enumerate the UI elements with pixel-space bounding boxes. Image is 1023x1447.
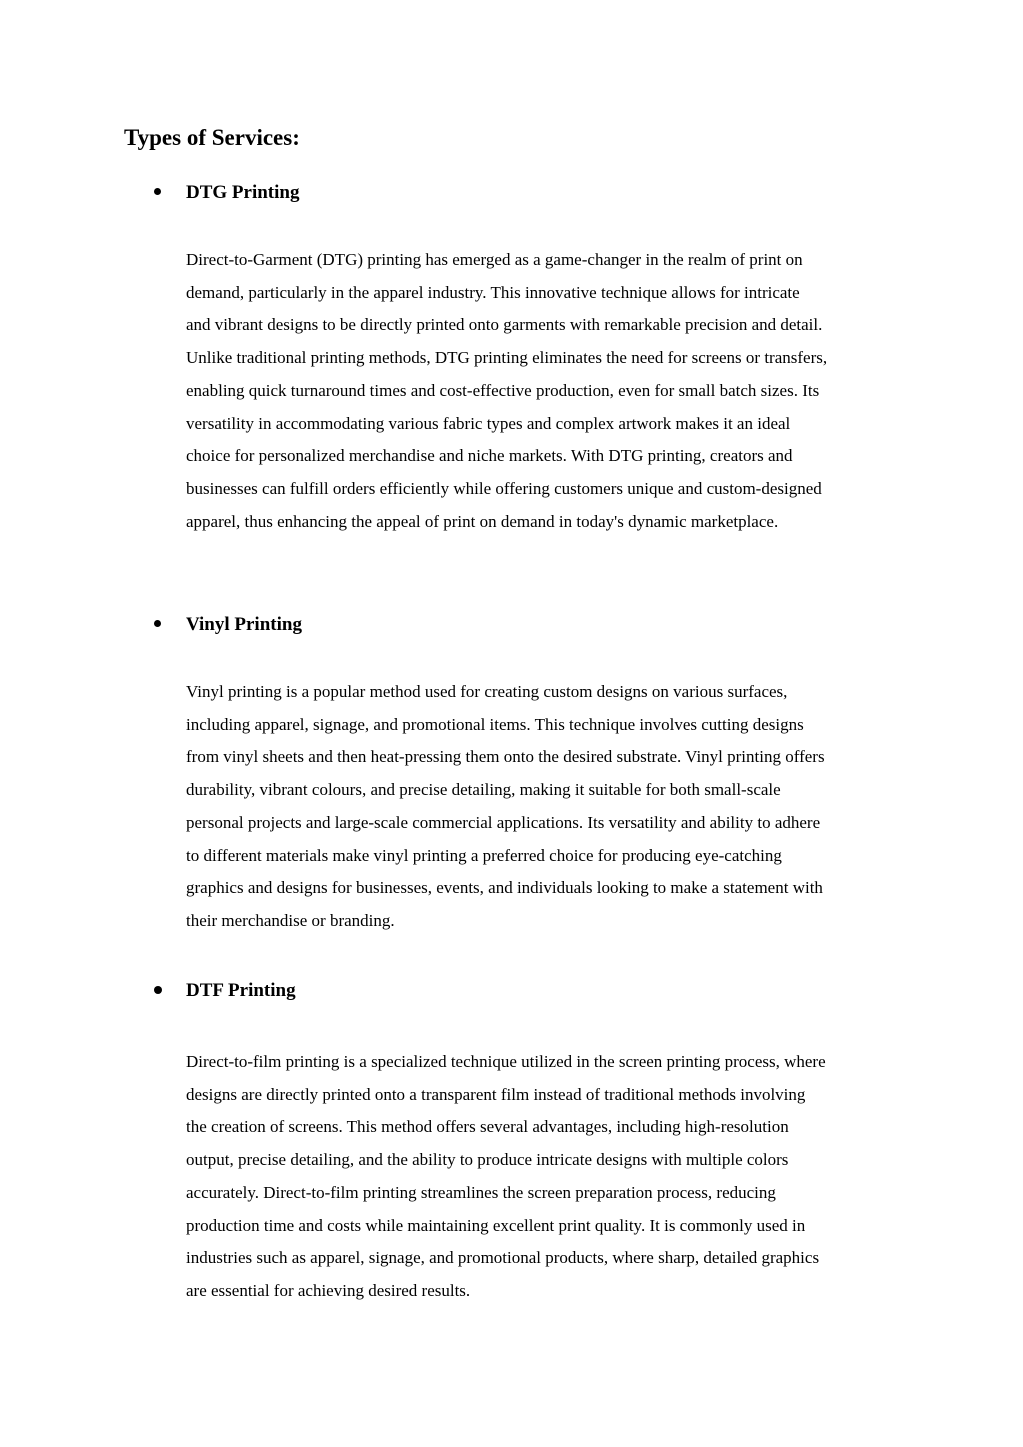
text-line: Direct-to-Garment (DTG) printing has emerged as a game-changer in the realm of print on <box>186 250 803 269</box>
section-heading-label: Vinyl Printing <box>186 614 302 635</box>
section-heading-label: DTG Printing <box>186 182 300 203</box>
text-line: durability, vibrant colours, and precise detailing, making it suitable for both small-scale <box>186 780 781 800</box>
text-line: the creation of screens. This method offers several advantages, including high-resolution <box>186 1117 789 1137</box>
section-body-dtf <box>186 1046 906 1308</box>
text-line: output, precise detailing, and the ability to produce intricate designs with multiple colors <box>186 1150 789 1170</box>
text-line: businesses can fulfill orders efficiently while offering customers unique and custom-designed <box>186 478 822 498</box>
text-line: including apparel, signage, and promotional items. This technique involves cutting designs <box>186 714 804 734</box>
text-line: demand, particularly in the apparel industry. This innovative technique allows for intricate <box>186 282 800 302</box>
section-body-vinyl <box>186 676 906 938</box>
text-line: graphics and designs for businesses, events, and individuals looking to make a statement with <box>186 878 823 898</box>
text-line: designs are directly printed onto a transparent film instead of traditional methods involving <box>186 1084 806 1104</box>
section-heading-dtg <box>154 180 299 206</box>
text-line: Direct-to-film printing is a specialized technique utilized in the screen printing process, where <box>186 1052 826 1071</box>
text-line: to different materials make vinyl printing a preferred choice for producing eye-catching <box>186 845 782 865</box>
text-line: Vinyl printing is a popular method used for creating custom designs on various surfaces, <box>186 682 788 701</box>
bullet-icon <box>154 612 186 638</box>
text-line: versatility in accommodating various fabric types and complex artwork makes it an ideal <box>186 413 791 433</box>
text-line: accurately. Direct-to-film printing streamlines the screen preparation process, reducing <box>186 1182 776 1202</box>
section-heading-vinyl <box>154 612 302 638</box>
text-line: personal projects and large-scale commercial applications. Its versatility and ability to adhere <box>186 812 821 832</box>
text-line: choice for personalized merchandise and niche markets. With DTG printing, creators and <box>186 446 793 466</box>
text-line: Unlike traditional printing methods, DTG printing eliminates the need for screens or transfers, <box>186 348 828 368</box>
text-line: their merchandise or branding. <box>186 910 395 930</box>
section-heading-label: DTF Printing <box>186 980 296 1001</box>
text-line: apparel, thus enhancing the appeal of print on demand in today's dynamic marketplace. <box>186 511 779 531</box>
text-line: enabling quick turnaround times and cost-effective production, even for small batch sizes. Its <box>186 380 820 400</box>
text-line: from vinyl sheets and then heat-pressing them onto the desired substrate. Vinyl printing offers <box>186 747 825 767</box>
section-body-dtg <box>186 244 906 538</box>
text-line: and vibrant designs to be directly printed onto garments with remarkable precision and detail. <box>186 315 823 335</box>
page-title: Types of Services: <box>124 125 300 150</box>
bullet-icon <box>154 978 186 1004</box>
bullet-icon <box>154 180 186 206</box>
section-heading-dtf <box>154 978 296 1004</box>
text-line: industries such as apparel, signage, and promotional products, where sharp, detailed graphics <box>186 1248 820 1268</box>
text-line: production time and costs while maintaining excellent print quality. It is commonly used in <box>186 1215 806 1235</box>
text-line: are essential for achieving desired results. <box>186 1280 471 1300</box>
